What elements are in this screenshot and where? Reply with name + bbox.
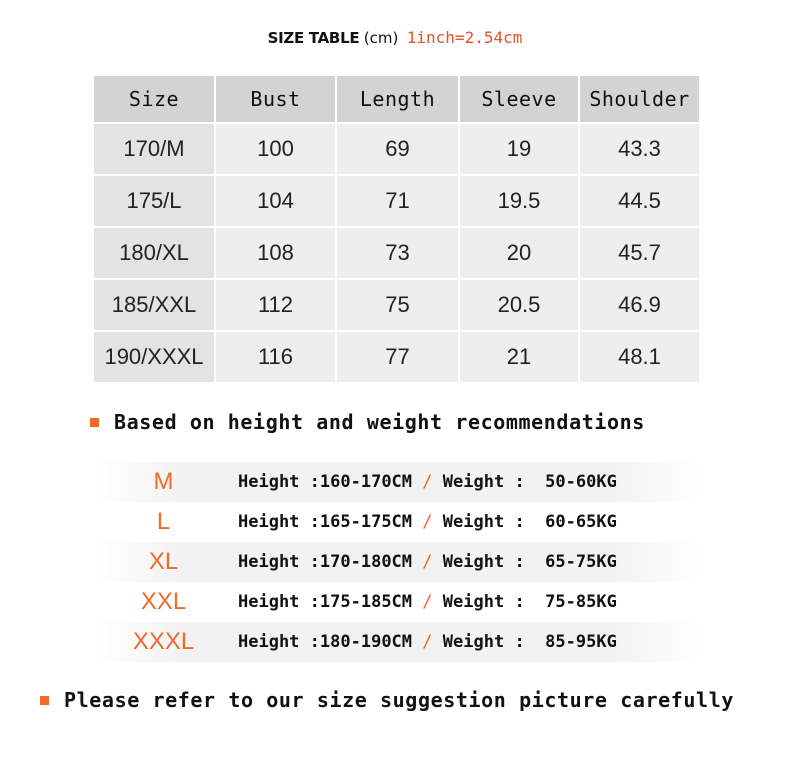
cell-size: 185/XXL [94,279,215,331]
height-range: 170-180CM [319,552,413,572]
cell-shoulder: 44.5 [579,175,700,227]
separator-slash: / [422,632,433,652]
recommendations-heading [90,410,645,434]
footer-note-text: Please refer to our size suggestion picture carefully [64,688,734,712]
cell-length: 69 [336,123,459,175]
square-bullet-icon [40,696,49,705]
list-item [94,582,700,622]
weight-label: Weight [442,592,505,612]
table-row [94,331,700,383]
height-label: Height [238,632,300,652]
cell-sleeve: 21 [459,331,579,383]
rec-size-label: M [153,468,174,495]
title-main: SIZE TABLE [267,29,360,47]
cell-sleeve: 20 [459,227,579,279]
height-label: Height [238,472,300,492]
header-bust: Bust [215,76,336,123]
height-label: Height [238,552,300,572]
header-length: Length [336,76,459,123]
list-item [94,462,700,502]
cell-shoulder: 43.3 [579,123,700,175]
recommendations-list [94,462,700,662]
separator-slash: / [422,592,433,612]
separator-slash: / [422,472,433,492]
cell-bust: 112 [215,279,336,331]
cell-sleeve: 19 [459,123,579,175]
weight-range: 50-60KG [545,472,617,492]
square-bullet-icon [90,418,99,427]
cell-sleeve: 20.5 [459,279,579,331]
cell-bust: 108 [215,227,336,279]
cell-length: 77 [336,331,459,383]
table-row [94,227,700,279]
weight-label: Weight [442,512,505,532]
cell-shoulder: 45.7 [579,227,700,279]
rec-size-label: XXXL [132,628,195,655]
header-shoulder: Shoulder [579,76,700,123]
rec-size-label: L [156,508,171,535]
weight-label: Weight [442,552,505,572]
title-conversion: 1inch=2.54cm [406,28,523,47]
rec-detail: Height :160-170CM / Weight : 50-60KG [238,472,617,492]
rec-size-label: XL [148,548,179,575]
cell-length: 71 [336,175,459,227]
cell-bust: 104 [215,175,336,227]
weight-label: Weight [442,632,505,652]
rec-detail: Height :165-175CM / Weight : 60-65KG [238,512,617,532]
title-unit: (cm) [363,29,399,47]
table-header-row [94,76,700,123]
header-sleeve: Sleeve [459,76,579,123]
weight-label: Weight [442,472,505,492]
weight-range: 65-75KG [545,552,617,572]
weight-range: 75-85KG [545,592,617,612]
table-row [94,175,700,227]
cell-bust: 100 [215,123,336,175]
cell-size: 180/XL [94,227,215,279]
rec-size-label: XXL [140,588,187,615]
cell-sleeve: 19.5 [459,175,579,227]
list-item [94,622,700,662]
list-item [94,542,700,582]
cell-shoulder: 46.9 [579,279,700,331]
footer-note [40,688,734,712]
weight-range: 60-65KG [545,512,617,532]
header-size: Size [94,76,215,123]
recommendations-heading-text: Based on height and weight recommendations [114,410,645,434]
cell-length: 73 [336,227,459,279]
table-row [94,279,700,331]
table-row [94,123,700,175]
separator-slash: / [422,512,433,532]
rec-detail: Height :175-185CM / Weight : 75-85KG [238,592,617,612]
height-label: Height [238,592,300,612]
weight-range: 85-95KG [545,632,617,652]
height-range: 180-190CM [319,632,413,652]
height-range: 175-185CM [319,592,413,612]
cell-size: 170/M [94,123,215,175]
rec-detail: Height :170-180CM / Weight : 65-75KG [238,552,617,572]
separator-slash: / [422,552,433,572]
cell-bust: 116 [215,331,336,383]
cell-shoulder: 48.1 [579,331,700,383]
list-item [94,502,700,542]
height-range: 165-175CM [319,512,413,532]
size-chart-table [94,76,701,384]
height-label: Height [238,512,300,532]
size-table-title [0,28,790,48]
cell-size: 175/L [94,175,215,227]
cell-length: 75 [336,279,459,331]
height-range: 160-170CM [319,472,413,492]
cell-size: 190/XXXL [94,331,215,383]
rec-detail: Height :180-190CM / Weight : 85-95KG [238,632,617,652]
